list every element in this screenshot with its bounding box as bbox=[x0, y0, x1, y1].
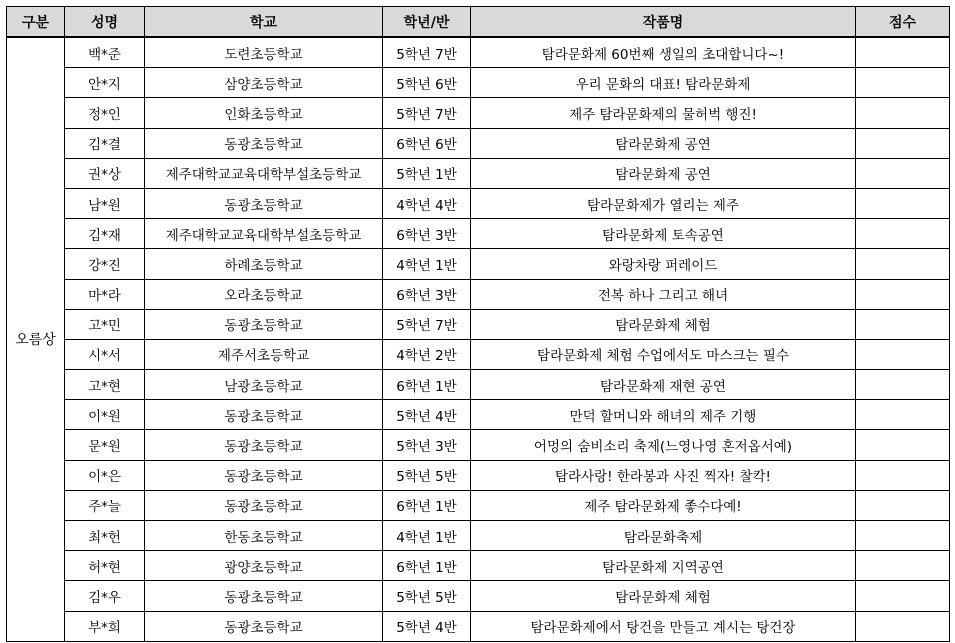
header-school: 학교 bbox=[145, 7, 383, 38]
school-cell: 제주대학교교육대학부설초등학교 bbox=[145, 158, 383, 188]
school-cell: 동광초등학교 bbox=[145, 490, 383, 520]
work-title-cell: 탐라문화제에서 탕건을 만들고 계시는 탕건장 bbox=[471, 611, 856, 641]
school-cell: 동광초등학교 bbox=[145, 430, 383, 460]
school-cell: 오라초등학교 bbox=[145, 279, 383, 309]
table-row bbox=[7, 400, 950, 430]
work-title-cell: 전복 하나 그리고 해녀 bbox=[471, 279, 856, 309]
table-row bbox=[7, 219, 950, 249]
school-cell: 삼양초등학교 bbox=[145, 68, 383, 98]
grade-class-cell: 5학년 7반 bbox=[383, 98, 471, 128]
grade-class-cell: 5학년 6반 bbox=[383, 68, 471, 98]
name-cell: 김*재 bbox=[65, 219, 145, 249]
score-cell bbox=[856, 188, 950, 218]
table-row bbox=[7, 188, 950, 218]
table-row bbox=[7, 249, 950, 279]
school-cell: 동광초등학교 bbox=[145, 581, 383, 611]
score-cell bbox=[856, 490, 950, 520]
table-row bbox=[7, 430, 950, 460]
school-cell: 동광초등학교 bbox=[145, 309, 383, 339]
header-name: 성명 bbox=[65, 7, 145, 38]
table-body bbox=[7, 37, 950, 641]
header-work-title: 작품명 bbox=[471, 7, 856, 38]
school-cell: 제주서초등학교 bbox=[145, 339, 383, 369]
school-cell: 남광초등학교 bbox=[145, 370, 383, 400]
name-cell: 고*현 bbox=[65, 370, 145, 400]
name-cell: 백*준 bbox=[65, 37, 145, 68]
score-cell bbox=[856, 551, 950, 581]
table-row bbox=[7, 490, 950, 520]
work-title-cell: 제주 탐라문화제의 물허벅 행진! bbox=[471, 98, 856, 128]
school-cell: 광양초등학교 bbox=[145, 551, 383, 581]
school-cell: 동광초등학교 bbox=[145, 460, 383, 490]
score-cell bbox=[856, 279, 950, 309]
table-row bbox=[7, 460, 950, 490]
work-title-cell: 탐라사랑! 한라봉과 사진 찍자! 찰칵! bbox=[471, 460, 856, 490]
grade-class-cell: 5학년 1반 bbox=[383, 158, 471, 188]
score-cell bbox=[856, 128, 950, 158]
name-cell: 고*민 bbox=[65, 309, 145, 339]
table-row bbox=[7, 611, 950, 641]
work-title-cell: 우리 문화의 대표! 탐라문화제 bbox=[471, 68, 856, 98]
name-cell: 김*결 bbox=[65, 128, 145, 158]
grade-class-cell: 5학년 4반 bbox=[383, 611, 471, 641]
grade-class-cell: 6학년 6반 bbox=[383, 128, 471, 158]
header-grade-class: 학년/반 bbox=[383, 7, 471, 38]
name-cell: 남*원 bbox=[65, 188, 145, 218]
score-cell bbox=[856, 158, 950, 188]
work-title-cell: 탐라문화제 체험 수업에서도 마스크는 필수 bbox=[471, 339, 856, 369]
work-title-cell: 탐라문화제 공연 bbox=[471, 158, 856, 188]
score-cell bbox=[856, 249, 950, 279]
score-cell bbox=[856, 339, 950, 369]
work-title-cell: 만덕 할머니와 해녀의 제주 기행 bbox=[471, 400, 856, 430]
name-cell: 권*상 bbox=[65, 158, 145, 188]
school-cell: 동광초등학교 bbox=[145, 400, 383, 430]
score-cell bbox=[856, 37, 950, 68]
work-title-cell: 탐라문화제 60번째 생일의 초대합니다~! bbox=[471, 37, 856, 68]
school-cell: 동광초등학교 bbox=[145, 611, 383, 641]
work-title-cell: 탐라문화제 지역공연 bbox=[471, 551, 856, 581]
work-title-cell: 와랑차랑 퍼레이드 bbox=[471, 249, 856, 279]
school-cell: 동광초등학교 bbox=[145, 188, 383, 218]
grade-class-cell: 5학년 5반 bbox=[383, 460, 471, 490]
name-cell: 주*늘 bbox=[65, 490, 145, 520]
name-cell: 김*우 bbox=[65, 581, 145, 611]
table-row bbox=[7, 551, 950, 581]
grade-class-cell: 6학년 1반 bbox=[383, 551, 471, 581]
award-table bbox=[6, 6, 950, 642]
table-header bbox=[7, 7, 950, 38]
table-row bbox=[7, 158, 950, 188]
name-cell: 마*라 bbox=[65, 279, 145, 309]
score-cell bbox=[856, 98, 950, 128]
school-cell: 한동초등학교 bbox=[145, 521, 383, 551]
category-cell: 오름상 bbox=[7, 37, 65, 641]
score-cell bbox=[856, 521, 950, 551]
work-title-cell: 제주 탐라문화제 좋수다예! bbox=[471, 490, 856, 520]
score-cell bbox=[856, 581, 950, 611]
work-title-cell: 탐라문화제 토속공연 bbox=[471, 219, 856, 249]
name-cell: 이*원 bbox=[65, 400, 145, 430]
score-cell bbox=[856, 430, 950, 460]
table-row bbox=[7, 581, 950, 611]
name-cell: 정*인 bbox=[65, 98, 145, 128]
name-cell: 문*원 bbox=[65, 430, 145, 460]
work-title-cell: 어멍의 숨비소리 축제(느영나영 혼저옵서예) bbox=[471, 430, 856, 460]
grade-class-cell: 6학년 1반 bbox=[383, 370, 471, 400]
table-row bbox=[7, 37, 950, 68]
grade-class-cell: 6학년 3반 bbox=[383, 219, 471, 249]
grade-class-cell: 4학년 1반 bbox=[383, 521, 471, 551]
table-row bbox=[7, 521, 950, 551]
work-title-cell: 탐라문화제 공연 bbox=[471, 128, 856, 158]
table-row bbox=[7, 370, 950, 400]
name-cell: 최*헌 bbox=[65, 521, 145, 551]
table-row bbox=[7, 128, 950, 158]
school-cell: 제주대학교교육대학부설초등학교 bbox=[145, 219, 383, 249]
name-cell: 부*희 bbox=[65, 611, 145, 641]
school-cell: 하례초등학교 bbox=[145, 249, 383, 279]
school-cell: 인화초등학교 bbox=[145, 98, 383, 128]
table-row bbox=[7, 309, 950, 339]
document-page bbox=[6, 6, 950, 642]
name-cell: 시*서 bbox=[65, 339, 145, 369]
score-cell bbox=[856, 219, 950, 249]
table-row bbox=[7, 279, 950, 309]
header-category: 구분 bbox=[7, 7, 65, 38]
score-cell bbox=[856, 400, 950, 430]
name-cell: 강*진 bbox=[65, 249, 145, 279]
name-cell: 안*지 bbox=[65, 68, 145, 98]
table-row bbox=[7, 98, 950, 128]
grade-class-cell: 4학년 1반 bbox=[383, 249, 471, 279]
work-title-cell: 탐라문화제 체험 bbox=[471, 309, 856, 339]
header-row bbox=[7, 7, 950, 38]
score-cell bbox=[856, 611, 950, 641]
grade-class-cell: 5학년 3반 bbox=[383, 430, 471, 460]
grade-class-cell: 5학년 5반 bbox=[383, 581, 471, 611]
grade-class-cell: 4학년 2반 bbox=[383, 339, 471, 369]
table-row bbox=[7, 339, 950, 369]
table-row bbox=[7, 68, 950, 98]
name-cell: 이*은 bbox=[65, 460, 145, 490]
name-cell: 허*현 bbox=[65, 551, 145, 581]
work-title-cell: 탐라문화축제 bbox=[471, 521, 856, 551]
grade-class-cell: 5학년 4반 bbox=[383, 400, 471, 430]
grade-class-cell: 4학년 4반 bbox=[383, 188, 471, 218]
header-score: 점수 bbox=[856, 7, 950, 38]
work-title-cell: 탐라문화제 재현 공연 bbox=[471, 370, 856, 400]
grade-class-cell: 6학년 3반 bbox=[383, 279, 471, 309]
grade-class-cell: 5학년 7반 bbox=[383, 309, 471, 339]
score-cell bbox=[856, 309, 950, 339]
work-title-cell: 탐라문화제 체험 bbox=[471, 581, 856, 611]
work-title-cell: 탐라문화제가 열리는 제주 bbox=[471, 188, 856, 218]
grade-class-cell: 5학년 7반 bbox=[383, 37, 471, 68]
school-cell: 동광초등학교 bbox=[145, 128, 383, 158]
score-cell bbox=[856, 68, 950, 98]
score-cell bbox=[856, 460, 950, 490]
grade-class-cell: 6학년 1반 bbox=[383, 490, 471, 520]
score-cell bbox=[856, 370, 950, 400]
school-cell: 도련초등학교 bbox=[145, 37, 383, 68]
